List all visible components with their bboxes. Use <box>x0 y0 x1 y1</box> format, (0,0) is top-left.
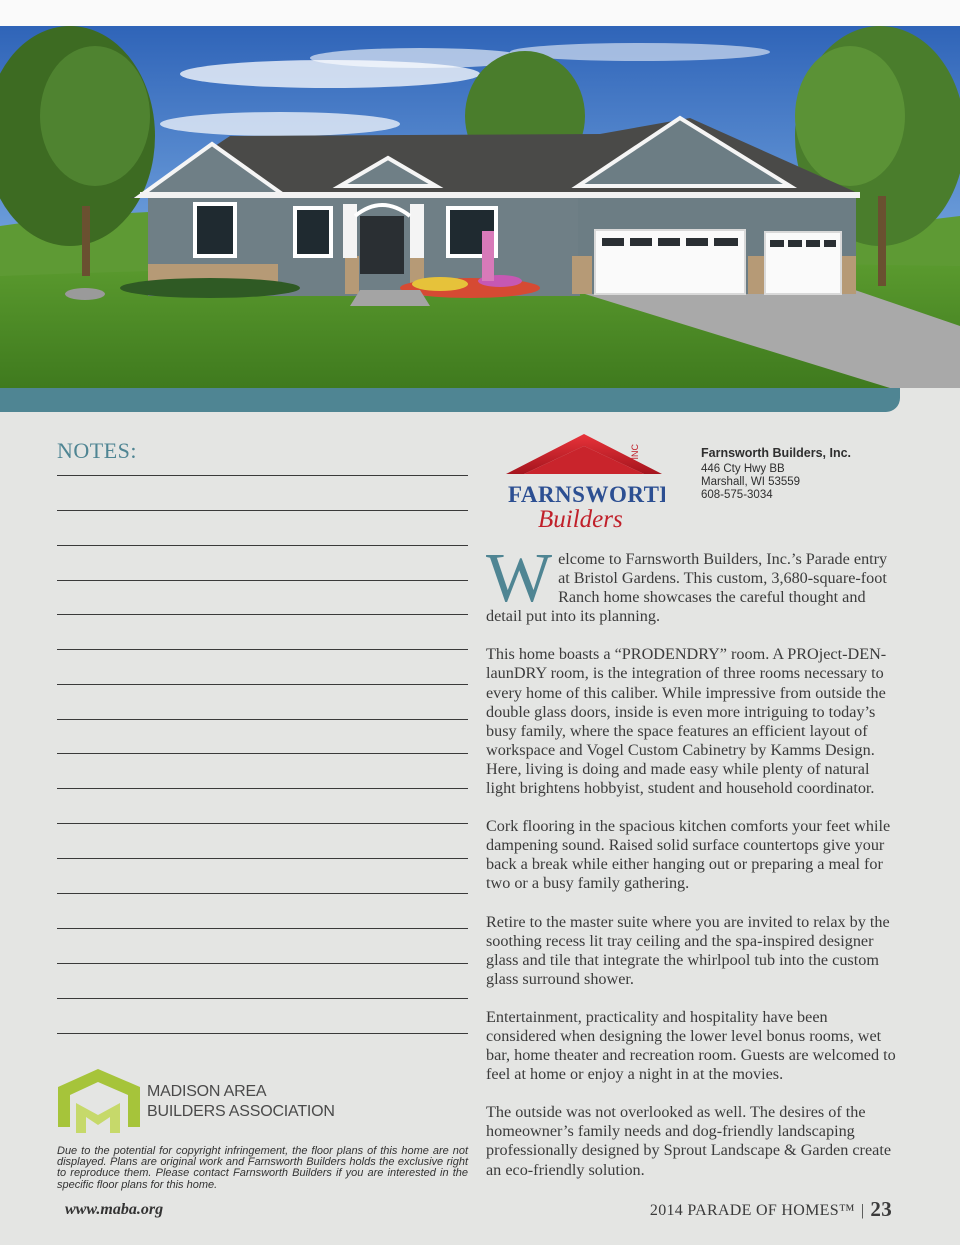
article-paragraph <box>486 540 896 626</box>
logo-inc: INC <box>630 444 640 460</box>
farnsworth-logo <box>500 432 665 532</box>
note-line <box>57 719 468 720</box>
article-paragraph: This home boasts a “PRODENDRY” room. A PROject-DEN-launDRY room, is the integration of three rooms necessary to every home of this caliber. While impressive from outside the double glass doors, inside is even more intriguing to today’s busy family, where the space features an efficient layout of workspace and Vogel Custom Cabinetry by Kamms Design. Here, living is doing and made easy while plenty of natural light brightens hobbyist, student and household coordinator. <box>486 645 887 798</box>
note-line <box>57 545 468 546</box>
note-line <box>57 1033 468 1034</box>
company-phone: 608-575-3034 <box>701 489 773 501</box>
website-link[interactable]: www.maba.org <box>65 1201 164 1218</box>
article-paragraph: Entertainment, practicality and hospitality have been considered when designing the lower level bonus rooms, wet bar, home theater and recreation room. Guests are welcomed to feel at home or enjoy a night in at the movies. <box>486 1007 896 1084</box>
drop-cap: W <box>486 540 553 617</box>
publication-title: 2014 PARADE OF HOMES™ <box>649 1202 855 1219</box>
note-line <box>57 893 468 894</box>
maba-line1: MADISON AREA <box>147 1083 267 1100</box>
note-line <box>57 510 468 511</box>
logo-script: Builders <box>538 506 623 532</box>
company-contact <box>701 446 851 502</box>
note-line <box>57 753 468 754</box>
maba-line2: BUILDERS ASSOCIATION <box>147 1103 335 1120</box>
house-rendering-photo <box>0 26 960 388</box>
company-address2: Marshall, WI 53559 <box>701 476 801 488</box>
note-line <box>57 684 468 685</box>
top-margin <box>0 0 960 26</box>
notes-title: NOTES: <box>57 438 137 463</box>
note-line <box>57 580 468 581</box>
company-address1: 446 Cty Hwy BB <box>701 463 785 475</box>
note-line <box>57 998 468 999</box>
article-paragraph: The outside was not overlooked as well. The desires of the homeowner’s family needs and dog-friendly landscaping professionally designed by Sprout Landscape & Garden create an eco-friendly solution. <box>486 1103 892 1179</box>
article-paragraph: Retire to the master suite where you are invited to relax by the soothing recess lit tray ceiling and the spa-inspired designer glass and tile that integrate the whirlpool tub into the custom glass surround shower. <box>486 912 890 988</box>
company-name: Farnsworth Builders, Inc. <box>701 446 852 460</box>
note-line <box>57 823 468 824</box>
accent-band <box>0 388 900 412</box>
page-number: 23 <box>870 1197 892 1221</box>
note-line <box>57 928 468 929</box>
note-line <box>57 858 468 859</box>
note-line <box>57 649 468 650</box>
maba-wordmark <box>147 1082 335 1122</box>
note-line <box>57 963 468 964</box>
paragraph-text: elcome to Farnsworth Builders, Inc.’s Parade entry at Bristol Gardens. This custom, 3,680-square-foot Ranch home showcases the careful thought and detail put into its planning. <box>486 550 888 626</box>
page-footer <box>650 1197 892 1222</box>
note-line <box>57 614 468 615</box>
note-line <box>57 788 468 789</box>
article-body <box>486 540 896 1199</box>
note-line <box>57 475 468 476</box>
copyright-disclaimer: Due to the potential for copyright infringement, the floor plans of this home are not displayed. Plans are original work and Farnsworth Builders holds the exclusive right to reproduce them. Please contact Farnsworth Builders if you are interested in the specific floor plans for this home. <box>57 1145 468 1191</box>
logo-wordmark: FARNSWORTH <box>508 482 665 507</box>
footer-separator: | <box>860 1202 865 1219</box>
article-paragraph: Cork flooring in the spacious kitchen comforts your feet while dampening sound. Raised solid surface countertops give your back a break while either hanging out or preparing a meal for two or a busy family gathering. <box>486 817 891 893</box>
